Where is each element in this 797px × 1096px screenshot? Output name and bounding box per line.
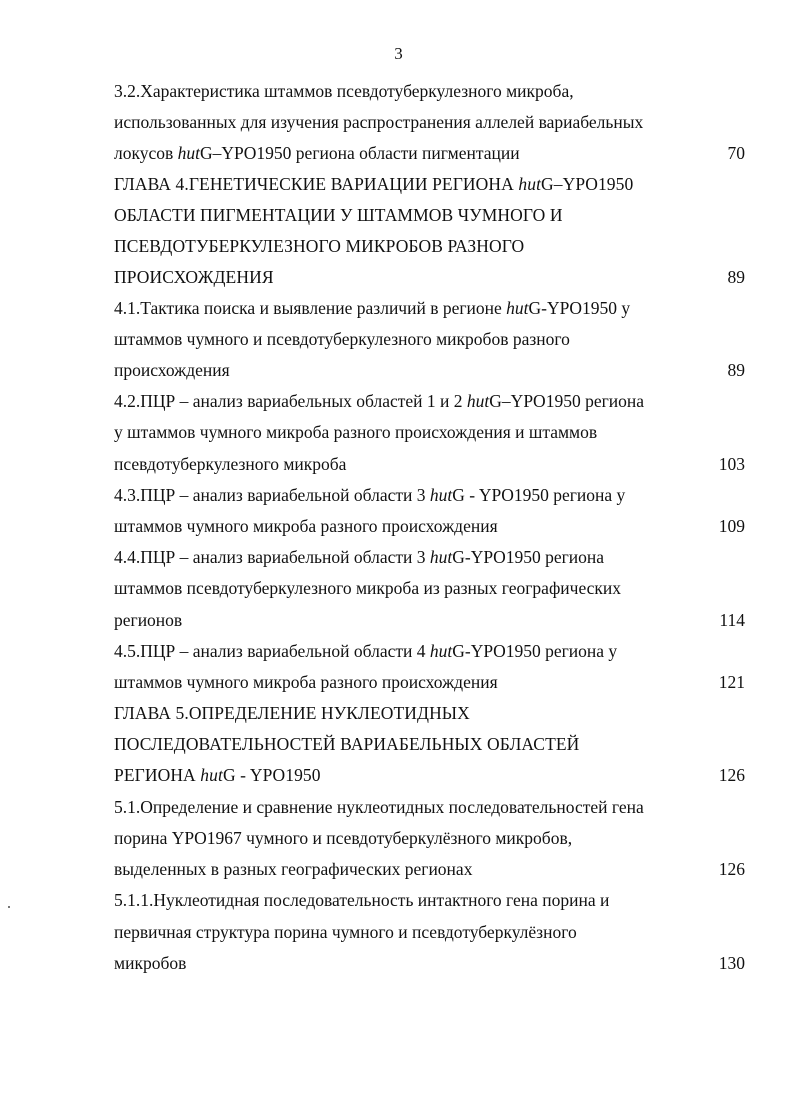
toc-line: происхождения [114, 360, 230, 380]
toc-line: 4.4.ПЦР – анализ вариабельной области 3 hutG-YPO1950 региона [114, 547, 605, 567]
toc-line: псевдотуберкулезного микроба [114, 454, 347, 474]
toc-page-number: 70 [727, 143, 745, 163]
toc-page-number: 130 [718, 953, 745, 973]
scan-speck [8, 906, 10, 908]
toc-line: штаммов чумного микроба разного происхождения [114, 672, 498, 692]
toc-line: выделенных в разных географических регионах [114, 859, 473, 879]
toc-line: 5.1.1.Нуклеотидная последовательность интактного гена порина и [114, 890, 610, 910]
chapter-heading-line: ГЛАВА 4.ГЕНЕТИЧЕСКИЕ ВАРИАЦИИ РЕГИОНА hutG–YPO1950 [114, 174, 634, 194]
toc-line: 4.3.ПЦР – анализ вариабельной области 3 hutG - YPO1950 региона у [114, 485, 626, 505]
toc-line: 4.5.ПЦР – анализ вариабельной области 4 hutG-YPO1950 региона у [114, 641, 618, 661]
toc-line: первичная структура порина чумного и псевдотуберкулёзного [114, 922, 577, 942]
toc-line: штаммов чумного и псевдотуберкулезного микробов разного [114, 329, 570, 349]
chapter-heading-line: ПСЕВДОТУБЕРКУЛЕЗНОГО МИКРОБОВ РАЗНОГО [114, 236, 525, 256]
chapter-heading-line: ПОСЛЕДОВАТЕЛЬНОСТЕЙ ВАРИАБЕЛЬНЫХ ОБЛАСТЕЙ [114, 734, 580, 754]
toc-page-number: 126 [718, 765, 745, 785]
toc-page-number: 114 [719, 610, 745, 630]
toc-line: микробов [114, 953, 187, 973]
toc-line: регионов [114, 610, 183, 630]
toc-line: у штаммов чумного микроба разного происхождения и штаммов [114, 422, 598, 442]
toc-line: штаммов чумного микроба разного происхождения [114, 516, 498, 536]
toc-line: локусов hutG–YPO1950 региона области пигментации [114, 143, 520, 163]
toc-line: 4.1.Тактика поиска и выявление различий в регионе hutG-YPO1950 у [114, 298, 631, 318]
toc-line: 4.2.ПЦР – анализ вариабельных областей 1 и 2 hutG–YPO1950 региона [114, 391, 645, 411]
chapter-heading-line: РЕГИОНА hutG - YPO1950 [114, 765, 321, 785]
toc-line: 5.1.Определение и сравнение нуклеотидных последовательностей гена [114, 797, 644, 817]
chapter-heading-line: ОБЛАСТИ ПИГМЕНТАЦИИ У ШТАММОВ ЧУМНОГО И [114, 205, 563, 225]
toc-page-number: 103 [718, 454, 745, 474]
chapter-heading-line: ГЛАВА 5.ОПРЕДЕЛЕНИЕ НУКЛЕОТИДНЫХ [114, 703, 470, 723]
page-number: 3 [394, 44, 403, 63]
toc-line: порина YPO1967 чумного и псевдотуберкулёзного микробов, [114, 828, 573, 848]
toc-page-number: 89 [727, 360, 745, 380]
toc-page-number: 126 [718, 859, 745, 879]
toc-line: 3.2.Характеристика штаммов псевдотуберкулезного микроба, [114, 81, 574, 101]
toc-page-number: 121 [718, 672, 745, 692]
toc-page-number: 89 [727, 267, 745, 287]
toc-page-number: 109 [718, 516, 745, 536]
chapter-heading-line: ПРОИСХОЖДЕНИЯ [114, 267, 274, 287]
toc-line: использованных для изучения распространения аллелей вариабельных [114, 112, 644, 132]
toc-line: штаммов псевдотуберкулезного микроба из разных географических [114, 578, 622, 598]
